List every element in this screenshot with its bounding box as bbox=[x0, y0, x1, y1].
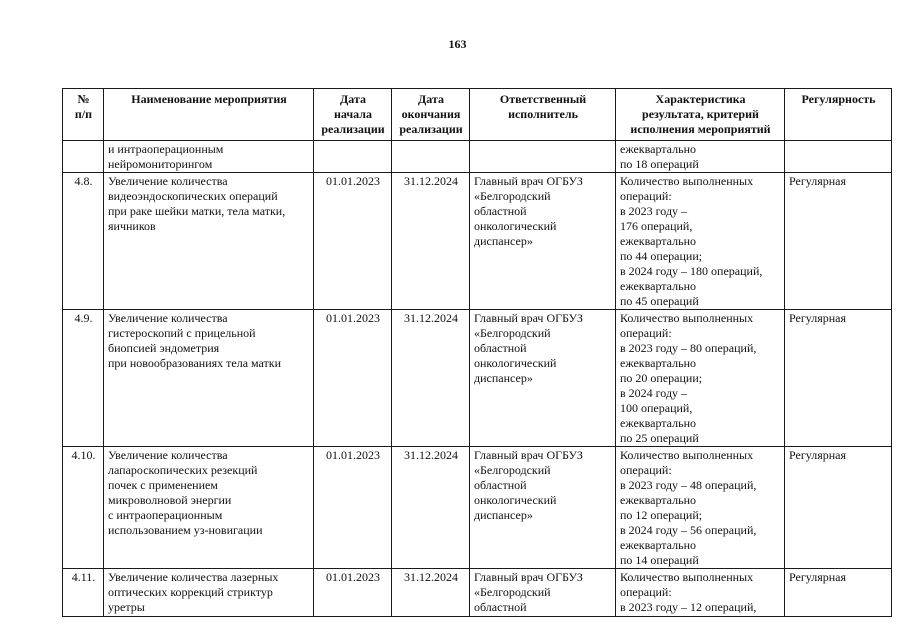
cell-start-date: 01.01.2023 bbox=[314, 310, 392, 447]
cell-result: Количество выполненных операций: в 2023 году – 12 операций, bbox=[616, 569, 785, 617]
cell-number: 4.9. bbox=[63, 310, 104, 447]
activities-table bbox=[62, 88, 892, 617]
cell-regularity: Регулярная bbox=[785, 310, 892, 447]
cell-end-date: 31.12.2024 bbox=[392, 173, 470, 310]
cell-activity-name: Увеличение количества гистероскопий с прицельной биопсией эндометрия при новообразованиях тела матки bbox=[104, 310, 314, 447]
cell-number bbox=[63, 141, 104, 173]
header-activity-name: Наименование мероприятия bbox=[104, 89, 314, 141]
cell-responsible bbox=[470, 141, 616, 173]
header-responsible: Ответственный исполнитель bbox=[470, 89, 616, 141]
cell-activity-name: Увеличение количества видеоэндоскопических операций при раке шейки матки, тела матки, яичников bbox=[104, 173, 314, 310]
cell-start-date: 01.01.2023 bbox=[314, 569, 392, 617]
cell-activity-name: Увеличение количества лапароскопических резекций почек с применением микроволновой энергии с интраоперационным использованием уз-новигации bbox=[104, 447, 314, 569]
cell-number: 4.11. bbox=[63, 569, 104, 617]
cell-responsible: Главный врач ОГБУЗ «Белгородский областной bbox=[470, 569, 616, 617]
cell-responsible: Главный врач ОГБУЗ «Белгородский областной онкологический диспансер» bbox=[470, 173, 616, 310]
cell-start-date: 01.01.2023 bbox=[314, 173, 392, 310]
table-row-continuation bbox=[63, 141, 892, 173]
cell-start-date: 01.01.2023 bbox=[314, 447, 392, 569]
cell-end-date: 31.12.2024 bbox=[392, 447, 470, 569]
cell-result: Количество выполненных операций: в 2023 году – 80 операций, ежеквартально по 20 операции; в 2024 году – 100 операций, ежеквартально по 25 операций bbox=[616, 310, 785, 447]
cell-number: 4.8. bbox=[63, 173, 104, 310]
page-number: 163 bbox=[448, 37, 467, 51]
table-row bbox=[63, 569, 892, 617]
cell-regularity: Регулярная bbox=[785, 569, 892, 617]
header-result: Характеристика результата, критерий исполнения мероприятий bbox=[616, 89, 785, 141]
cell-result: Количество выполненных операций: в 2023 году – 176 операций, ежеквартально по 44 операции; в 2024 году – 180 операций, ежеквартально по 45 операций bbox=[616, 173, 785, 310]
cell-responsible: Главный врач ОГБУЗ «Белгородский областной онкологический диспансер» bbox=[470, 447, 616, 569]
cell-end-date: 31.12.2024 bbox=[392, 310, 470, 447]
cell-result: Количество выполненных операций: в 2023 году – 48 операций, ежеквартально по 12 операций; в 2024 году – 56 операций, ежеквартально по 14 операций bbox=[616, 447, 785, 569]
table-row bbox=[63, 447, 892, 569]
cell-result: ежеквартально по 18 операций bbox=[616, 141, 785, 173]
table-header-row bbox=[63, 89, 892, 141]
header-number: № п/п bbox=[63, 89, 104, 141]
cell-regularity: Регулярная bbox=[785, 173, 892, 310]
table-row bbox=[63, 173, 892, 310]
cell-responsible: Главный врач ОГБУЗ «Белгородский областной онкологический диспансер» bbox=[470, 310, 616, 447]
cell-number: 4.10. bbox=[63, 447, 104, 569]
cell-end-date bbox=[392, 141, 470, 173]
cell-regularity: Регулярная bbox=[785, 447, 892, 569]
header-end-date: Дата окончания реализации bbox=[392, 89, 470, 141]
header-start-date: Дата начала реализации bbox=[314, 89, 392, 141]
table-row bbox=[63, 310, 892, 447]
header-regularity: Регулярность bbox=[785, 89, 892, 141]
cell-end-date: 31.12.2024 bbox=[392, 569, 470, 617]
cell-regularity bbox=[785, 141, 892, 173]
cell-activity-name: и интраоперационным нейромониторингом bbox=[104, 141, 314, 173]
cell-activity-name: Увеличение количества лазерных оптических коррекций стриктур уретры bbox=[104, 569, 314, 617]
cell-start-date bbox=[314, 141, 392, 173]
